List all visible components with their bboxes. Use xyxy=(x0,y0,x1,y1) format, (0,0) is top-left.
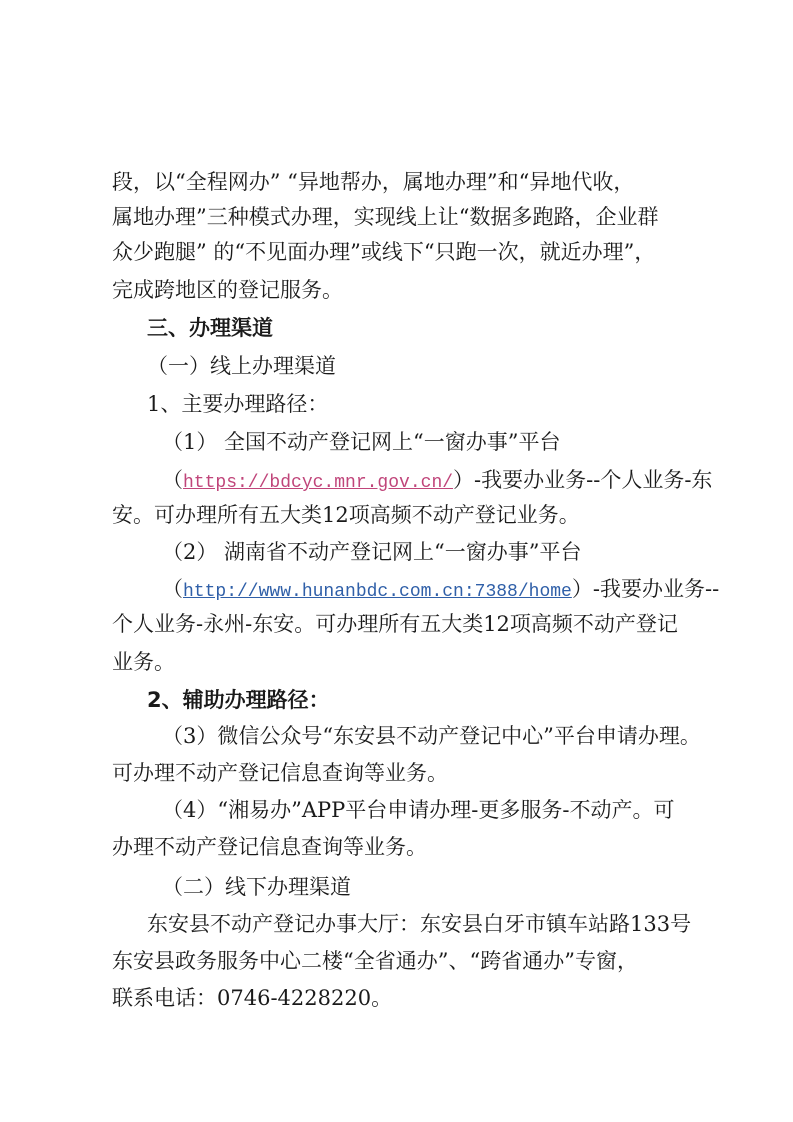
item2-desc: 个人业务-永州-东安。可办理所有五大类12项高频不动产登记 xyxy=(112,612,678,636)
subheading-online: （一）线上办理渠道 xyxy=(147,354,336,378)
item3-line: （3）微信公众号“东安县不动产登记中心”平台申请办理。 xyxy=(162,724,701,748)
subheading-main-path: 1、主要办理路径： xyxy=(147,392,329,416)
item2-url-link[interactable]: http://www.hunanbdc.com.cn:7388/home xyxy=(183,582,572,602)
item1-url-suffix: ）-我要办业务--个人业务-东 xyxy=(453,468,713,492)
paren-open: （ xyxy=(162,468,183,492)
subheading-aux-path: 2、辅助办理路径： xyxy=(147,688,330,712)
item2-url-suffix: ）-我要办业务-- xyxy=(571,577,720,601)
paren-open: （ xyxy=(162,577,183,601)
item4-line: （4）“湘易办”APP平台申请办理-更多服务-不动产。可 xyxy=(162,798,675,822)
paragraph-line: 完成跨地区的登记服务。 xyxy=(112,278,343,302)
paragraph-line: 众少跑腿” 的“不见面办理”或线下“只跑一次，就近办理”， xyxy=(112,240,656,264)
item1-desc: 安。可办理所有五大类12项高频不动产登记业务。 xyxy=(112,503,580,527)
item2-title: （2） 湖南省不动产登记网上“一窗办事”平台 xyxy=(162,540,582,564)
item1-title: （1） 全国不动产登记网上“一窗办事”平台 xyxy=(162,430,561,454)
paragraph-line: 属地办理”三种模式办理，实现线上让“数据多跑路，企业群 xyxy=(112,205,659,229)
section-heading-channels: 三、办理渠道 xyxy=(147,316,273,340)
item1-url-line xyxy=(162,466,712,497)
offline-line: 东安县政务服务中心二楼“全省通办”、“跨省通办”专窗， xyxy=(112,949,638,973)
subheading-offline: （二）线下办理渠道 xyxy=(162,875,351,899)
offline-line: 联系电话：0746-4228220。 xyxy=(112,986,393,1010)
item2-desc: 业务。 xyxy=(112,650,175,674)
item1-url-link[interactable]: https://bdcyc.mnr.gov.cn/ xyxy=(183,473,454,493)
offline-line: 东安县不动产登记办事大厅：东安县白牙市镇车站路133号 xyxy=(147,912,692,936)
paragraph-line: 段，以“全程网办” “异地帮办，属地办理”和“异地代收， xyxy=(112,170,635,194)
item3-line: 可办理不动产登记信息查询等业务。 xyxy=(112,761,448,785)
item4-line: 办理不动产登记信息查询等业务。 xyxy=(112,835,427,859)
item2-url-line xyxy=(162,575,719,606)
